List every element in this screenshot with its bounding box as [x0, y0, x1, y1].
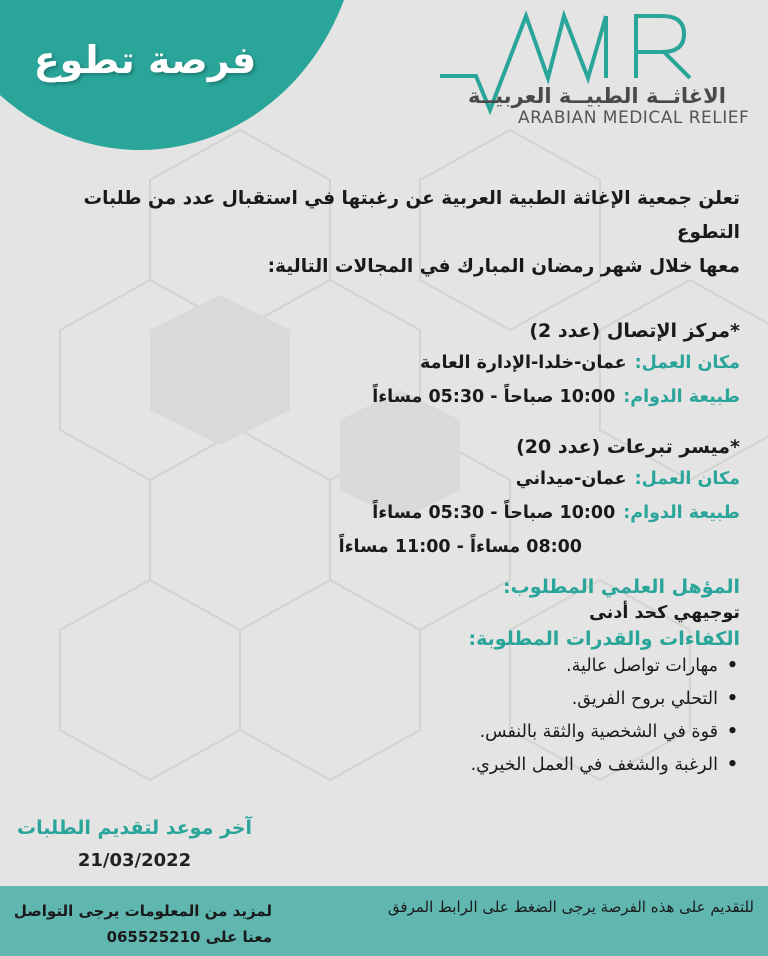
location-value: عمان-ميداني: [515, 469, 627, 489]
position-call-center: [20, 320, 740, 414]
hours-row: [20, 496, 740, 530]
hours-value: 10:00 صباحاً - 05:30 مساءاً: [372, 503, 616, 523]
list-item: • مهارات تواصل عالية.: [20, 650, 718, 683]
hours-label: طبيعة الدوام:: [623, 503, 740, 523]
deadline-label: آخر موعد لتقديم الطلبات: [17, 817, 252, 839]
position-title: *ميسر تبرعات (عدد 20): [516, 436, 740, 458]
qualification-heading: المؤهل العلمي المطلوب:: [503, 576, 740, 598]
apply-instructions: للتقديم على هذه الفرصة يرجى الضغط على الرابط المرفق: [387, 898, 754, 916]
list-item: • قوة في الشخصية والثقة بالنفس.: [20, 716, 718, 749]
hours-row-2: [20, 530, 740, 564]
logo-english-name: ARABIAN MEDICAL RELIEF: [518, 108, 750, 128]
hours-value: 08:00 مساءاً - 11:00 مساءاً: [338, 537, 582, 557]
location-row: [20, 346, 740, 380]
location-label: مكان العمل:: [634, 353, 740, 373]
skills-list: [20, 650, 740, 782]
contact-line-1: لمزيد من المعلومات يرجى التواصل: [13, 902, 272, 920]
logo-arabic-name: الاغاثــة الطبيــة العربيــة: [468, 84, 726, 108]
footer-bar: [0, 886, 768, 956]
poster-title: فرصة تطوع: [33, 38, 257, 82]
hours-row: [20, 380, 740, 414]
location-value: عمان-خلدا-الإدارة العامة: [420, 353, 627, 373]
list-item: • التحلي بروح الفريق.: [20, 683, 718, 716]
deadline-date: 21/03/2022: [77, 850, 192, 871]
hours-value: 10:00 صباحاً - 05:30 مساءاً: [372, 387, 616, 407]
position-donations-facilitator: [20, 436, 740, 564]
hours-label: طبيعة الدوام:: [623, 387, 740, 407]
qualification-value: توجيهي كحد أدنى: [589, 603, 740, 623]
position-title: *مركز الإتصال (عدد 2): [529, 320, 740, 342]
list-item: • الرغبة والشغف في العمل الخيري.: [20, 749, 718, 782]
intro-line-1: تعلن جمعية الإغاثة الطبية العربية عن رغبتها في استقبال عدد من طلبات التطوع: [83, 188, 740, 243]
main-content: [20, 182, 740, 782]
location-label: مكان العمل:: [634, 469, 740, 489]
contact-info: [12, 898, 272, 950]
skills-heading: الكفاءات والقدرات المطلوبة:: [468, 628, 740, 650]
contact-line-2: معنا على 065525210: [106, 928, 272, 946]
location-row: [20, 462, 740, 496]
intro-line-2: معها خلال شهر رمضان المبارك في المجالات التالية:: [267, 256, 740, 277]
